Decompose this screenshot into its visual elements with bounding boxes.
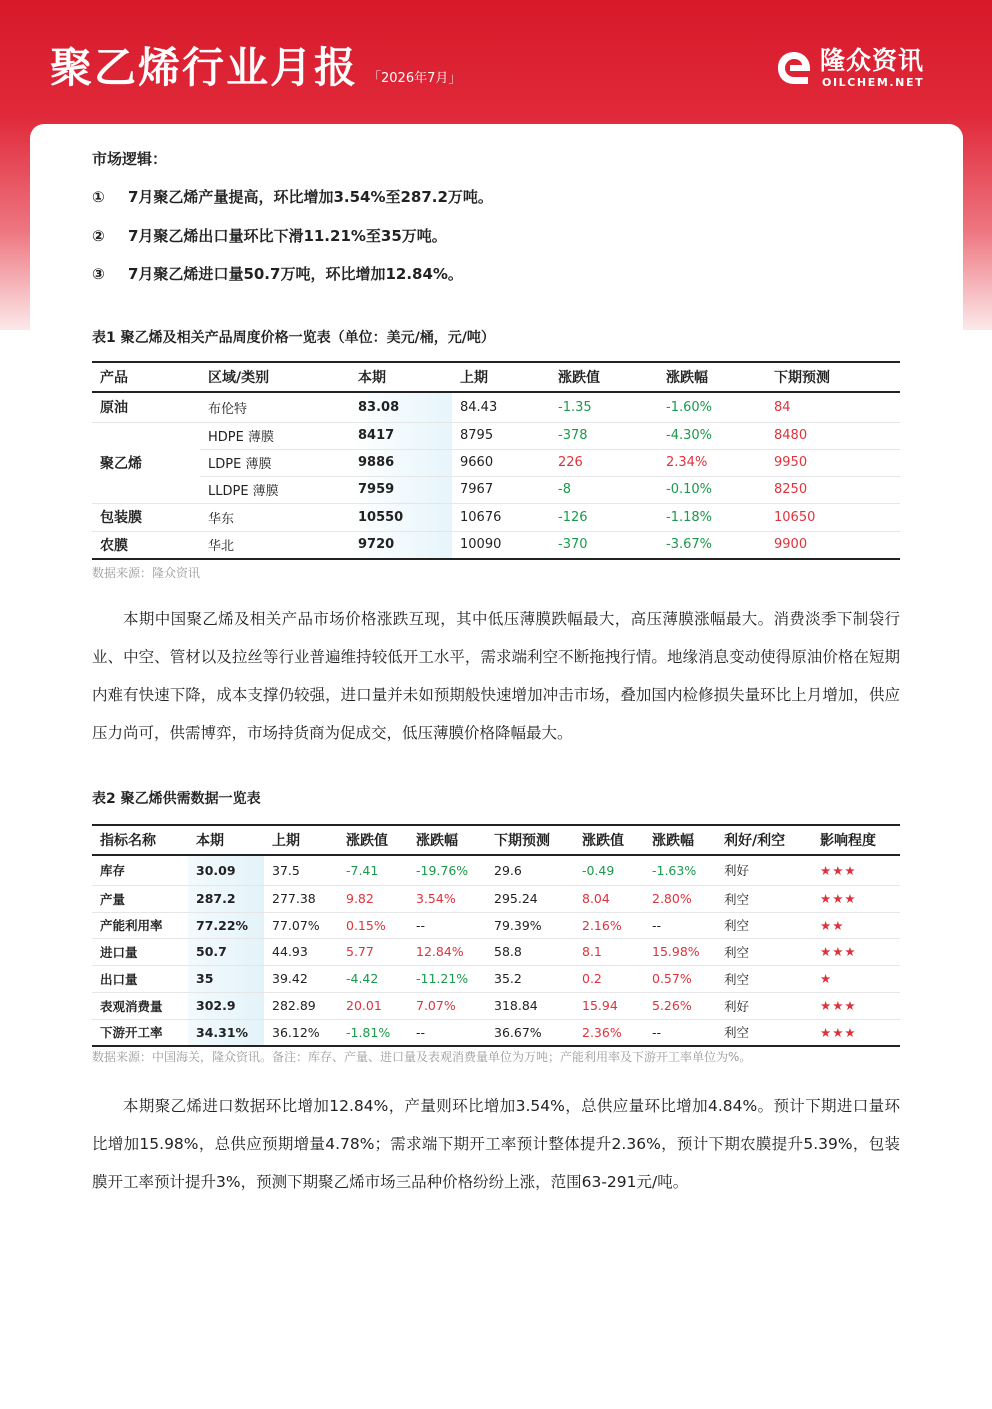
impact-level-stars: ★★★ bbox=[820, 944, 857, 959]
oilchem-logo bbox=[774, 46, 940, 90]
forecast-cell: 10650 bbox=[774, 509, 816, 525]
col-header: 利好/利空 bbox=[716, 825, 812, 855]
pct-cell: 3.54% bbox=[416, 891, 456, 906]
table-row bbox=[92, 965, 900, 992]
col-header: 涨跌值 bbox=[574, 825, 644, 855]
pct-cell: -1.60% bbox=[666, 399, 712, 415]
forecast-change-cell: 15.94 bbox=[582, 998, 618, 1013]
col-header: 下期预测 bbox=[486, 825, 574, 855]
pct-cell: -1.18% bbox=[666, 509, 712, 525]
logo-text-cn: 隆众资讯 bbox=[820, 46, 925, 75]
impact-cell: 利好 bbox=[724, 863, 750, 879]
forecast-change-cell: 8.1 bbox=[582, 944, 602, 959]
forecast-cell: 9950 bbox=[766, 449, 900, 476]
analysis-paragraph-1: 本期中国聚乙烯及相关产品市场价格涨跌互现，其中低压薄膜跌幅最大，高压薄膜涨幅最大。消费淡季下制袋行业、中空、管材以及拉丝等行业普遍维持较低开工水平，需求端利空不断拖拽行情。地缘消息变动使得原油价格在短期内难有快速下降，成本支撑仍较强，进口量并未如预期般快速增加冲击市场，叠加国内检修损失量环比上月增加，供应压力尚可，供需博弈，市场持货商为促成交，低压薄膜价格降幅最大。 bbox=[92, 610, 900, 742]
forecast-cell: 84 bbox=[774, 399, 791, 415]
previous-cell: 277.38 bbox=[272, 891, 316, 906]
previous-cell: 10676 bbox=[460, 509, 502, 525]
forecast-cell: 8480 bbox=[766, 422, 900, 449]
table-row bbox=[92, 992, 900, 1019]
col-header: 下期预测 bbox=[766, 362, 900, 392]
previous-cell: 84.43 bbox=[460, 399, 498, 415]
forecast-pct-cell: 15.98% bbox=[652, 944, 700, 959]
change-cell: 20.01 bbox=[346, 998, 382, 1013]
change-cell: 0.15% bbox=[346, 917, 386, 933]
col-header: 本期 bbox=[188, 825, 264, 855]
impact-level-stars: ★★★ bbox=[820, 862, 857, 878]
impact-cell: 利空 bbox=[724, 891, 750, 907]
product-cell: 原油 bbox=[100, 400, 128, 417]
logic-item bbox=[92, 225, 447, 246]
logic-item-text: 7月聚乙烯产量提高，环比增加3.54%至287.2万吨。 bbox=[128, 188, 493, 206]
forecast-cell: 79.39% bbox=[494, 917, 542, 933]
pct-cell: -- bbox=[416, 1024, 426, 1040]
table-row bbox=[92, 422, 900, 449]
current-cell: 35 bbox=[188, 965, 264, 992]
forecast-pct-cell: 2.80% bbox=[652, 891, 692, 906]
supply-demand-table bbox=[92, 824, 900, 1047]
forecast-change-cell: 8.04 bbox=[582, 891, 610, 906]
pct-cell: -19.76% bbox=[416, 862, 469, 878]
region-cell: LLDPE 薄膜 bbox=[208, 484, 279, 499]
logic-item-text: 7月聚乙烯出口量环比下滑11.21%至35万吨。 bbox=[128, 227, 447, 245]
indicator-cell: 库存 bbox=[100, 863, 126, 879]
table-row bbox=[92, 392, 900, 422]
previous-cell: 44.93 bbox=[272, 944, 308, 959]
forecast-pct-cell: -- bbox=[652, 1024, 662, 1040]
current-cell: 34.31% bbox=[188, 1019, 264, 1046]
change-cell: -1.35 bbox=[558, 399, 592, 415]
forecast-pct-cell: 5.26% bbox=[652, 998, 692, 1013]
current-cell: 30.09 bbox=[188, 855, 264, 885]
pct-cell: 7.07% bbox=[416, 998, 456, 1013]
previous-cell: 39.42 bbox=[272, 971, 308, 986]
indicator-cell: 产能利用率 bbox=[100, 918, 163, 933]
forecast-pct-cell: 0.57% bbox=[652, 971, 692, 986]
current-cell: 10550 bbox=[350, 503, 452, 531]
change-cell: -7.41 bbox=[346, 862, 379, 878]
oilchem-logo-icon bbox=[774, 48, 814, 88]
impact-cell: 利空 bbox=[724, 944, 750, 960]
previous-cell: 9660 bbox=[452, 449, 550, 476]
product-cell: 农膜 bbox=[100, 537, 128, 554]
logic-item-number: ① bbox=[92, 188, 105, 206]
change-cell: 9.82 bbox=[346, 891, 374, 906]
table-header-row bbox=[92, 362, 900, 392]
col-header: 本期 bbox=[350, 362, 452, 392]
previous-cell: 8795 bbox=[452, 422, 550, 449]
current-cell: 8417 bbox=[350, 422, 452, 449]
current-cell: 9886 bbox=[350, 449, 452, 476]
table-row bbox=[92, 531, 900, 559]
table-row bbox=[92, 885, 900, 912]
forecast-cell: 295.24 bbox=[494, 891, 538, 906]
analysis-paragraph-2: 本期聚乙烯进口数据环比增加12.84%，产量则环比增加3.54%，总供应量环比增加4.84%。预计下期进口量环比增加15.98%，总供应预期增量4.78%；需求端下期开工率预计整体提升2.36%，预计下期农膜提升5.39%，包装膜开工率预计提升3%，预测下期聚乙烯市场三品种价格纷纷上涨，范围63-291元/吨。 bbox=[92, 1097, 900, 1191]
forecast-change-cell: 0.2 bbox=[582, 971, 602, 986]
logic-item-number: ③ bbox=[92, 265, 105, 283]
col-header: 上期 bbox=[452, 362, 550, 392]
impact-level-stars: ★★★ bbox=[820, 998, 857, 1013]
market-logic-heading: 市场逻辑： bbox=[92, 150, 168, 168]
previous-cell: 77.07% bbox=[272, 917, 320, 933]
col-header: 涨跌值 bbox=[338, 825, 408, 855]
table1-source: 数据来源：隆众资讯 bbox=[92, 566, 201, 580]
indicator-cell: 下游开工率 bbox=[100, 1025, 163, 1041]
current-cell: 302.9 bbox=[188, 992, 264, 1019]
col-header: 涨跌幅 bbox=[658, 362, 766, 392]
col-header: 产品 bbox=[92, 362, 200, 392]
forecast-change-cell: 2.36% bbox=[582, 1024, 622, 1040]
table-row bbox=[92, 938, 900, 965]
indicator-cell: 出口量 bbox=[100, 971, 138, 987]
page-title: 聚乙烯行业月报 bbox=[50, 43, 359, 92]
current-cell: 77.22% bbox=[188, 912, 264, 938]
previous-cell: 7967 bbox=[460, 482, 494, 497]
pct-cell: -0.10% bbox=[666, 482, 712, 497]
change-cell: -378 bbox=[550, 422, 658, 449]
current-cell: 50.7 bbox=[188, 938, 264, 965]
col-header: 涨跌幅 bbox=[408, 825, 486, 855]
report-date: 「2026年7月」 bbox=[368, 71, 462, 86]
col-header: 区域/类别 bbox=[200, 362, 350, 392]
forecast-cell: 29.6 bbox=[494, 862, 522, 878]
logic-item bbox=[92, 186, 493, 207]
impact-level-stars: ★ bbox=[820, 971, 833, 986]
col-header: 涨跌值 bbox=[550, 362, 658, 392]
impact-cell: 利好 bbox=[724, 998, 750, 1014]
product-cell: 包装膜 bbox=[100, 510, 142, 526]
indicator-cell: 表观消费量 bbox=[100, 998, 163, 1014]
col-header: 上期 bbox=[264, 825, 338, 855]
logic-item-text: 7月聚乙烯进口量50.7万吨，环比增加12.84%。 bbox=[128, 265, 463, 283]
change-cell: -126 bbox=[558, 509, 588, 525]
forecast-change-cell: -0.49 bbox=[582, 862, 615, 878]
table1-title: 表1 聚乙烯及相关产品周度价格一览表（单位：美元/桶，元/吨） bbox=[92, 330, 495, 346]
current-cell: 287.2 bbox=[188, 885, 264, 912]
col-header: 影响程度 bbox=[812, 825, 900, 855]
previous-cell: 37.5 bbox=[272, 862, 300, 878]
change-cell: -4.42 bbox=[346, 971, 379, 986]
forecast-cell: 35.2 bbox=[494, 971, 522, 986]
current-cell: 9720 bbox=[350, 531, 452, 559]
previous-cell: 36.12% bbox=[272, 1024, 320, 1040]
previous-cell: 10090 bbox=[460, 537, 502, 553]
price-table bbox=[92, 361, 900, 560]
change-cell: -1.81% bbox=[346, 1024, 391, 1040]
table-row bbox=[92, 476, 900, 503]
table2-source: 数据来源：中国海关，隆众资讯。备注：库存、产量、进口量及表观消费量单位为万吨；产能利用率及下游开工率单位为%。 bbox=[92, 1050, 752, 1064]
pct-cell: 2.34% bbox=[658, 449, 766, 476]
region-cell: 华东 bbox=[208, 511, 235, 527]
impact-cell: 利空 bbox=[724, 971, 750, 987]
region-cell: HDPE 薄膜 bbox=[200, 422, 350, 449]
table-row bbox=[92, 855, 900, 885]
logo-text-en: OILCHEM.NET bbox=[822, 76, 925, 89]
region-cell: LDPE 薄膜 bbox=[200, 449, 350, 476]
pct-cell: -- bbox=[416, 917, 426, 933]
indicator-cell: 产量 bbox=[100, 891, 126, 907]
previous-cell: 282.89 bbox=[272, 998, 316, 1013]
product-cell: 聚乙烯 bbox=[92, 422, 200, 503]
region-cell: 华北 bbox=[208, 539, 235, 555]
pct-cell: -3.67% bbox=[666, 537, 712, 553]
table-header-row bbox=[92, 825, 900, 855]
table-row bbox=[92, 503, 900, 531]
table-row bbox=[92, 912, 900, 938]
current-cell: 7959 bbox=[350, 476, 452, 503]
logic-item bbox=[92, 263, 463, 284]
forecast-change-cell: 2.16% bbox=[582, 917, 622, 933]
col-header: 指标名称 bbox=[92, 825, 188, 855]
impact-cell: 利空 bbox=[724, 1025, 750, 1041]
change-cell: -370 bbox=[558, 537, 588, 553]
logic-item-number: ② bbox=[92, 227, 105, 245]
forecast-cell: 318.84 bbox=[494, 998, 538, 1013]
impact-cell: 利空 bbox=[724, 918, 750, 933]
forecast-pct-cell: -- bbox=[652, 917, 662, 933]
current-cell: 83.08 bbox=[350, 392, 452, 422]
pct-cell: -4.30% bbox=[658, 422, 766, 449]
impact-level-stars: ★★ bbox=[820, 917, 845, 933]
forecast-cell: 9900 bbox=[774, 537, 808, 553]
table-row bbox=[92, 1019, 900, 1046]
forecast-cell: 58.8 bbox=[494, 944, 522, 959]
table2-title: 表2 聚乙烯供需数据一览表 bbox=[92, 791, 261, 807]
forecast-cell: 36.67% bbox=[494, 1024, 542, 1040]
impact-level-stars: ★★★ bbox=[820, 1024, 857, 1040]
pct-cell: -11.21% bbox=[416, 971, 469, 986]
change-cell: -8 bbox=[558, 482, 571, 497]
impact-level-stars: ★★★ bbox=[820, 891, 857, 906]
forecast-pct-cell: -1.63% bbox=[652, 862, 697, 878]
change-cell: 226 bbox=[550, 449, 658, 476]
col-header: 涨跌幅 bbox=[644, 825, 716, 855]
change-cell: 5.77 bbox=[346, 944, 374, 959]
table-row bbox=[92, 449, 900, 476]
forecast-cell: 8250 bbox=[774, 482, 808, 497]
indicator-cell: 进口量 bbox=[100, 944, 138, 960]
pct-cell: 12.84% bbox=[416, 944, 464, 959]
region-cell: 布伦特 bbox=[208, 401, 248, 417]
content-card bbox=[30, 124, 963, 1409]
